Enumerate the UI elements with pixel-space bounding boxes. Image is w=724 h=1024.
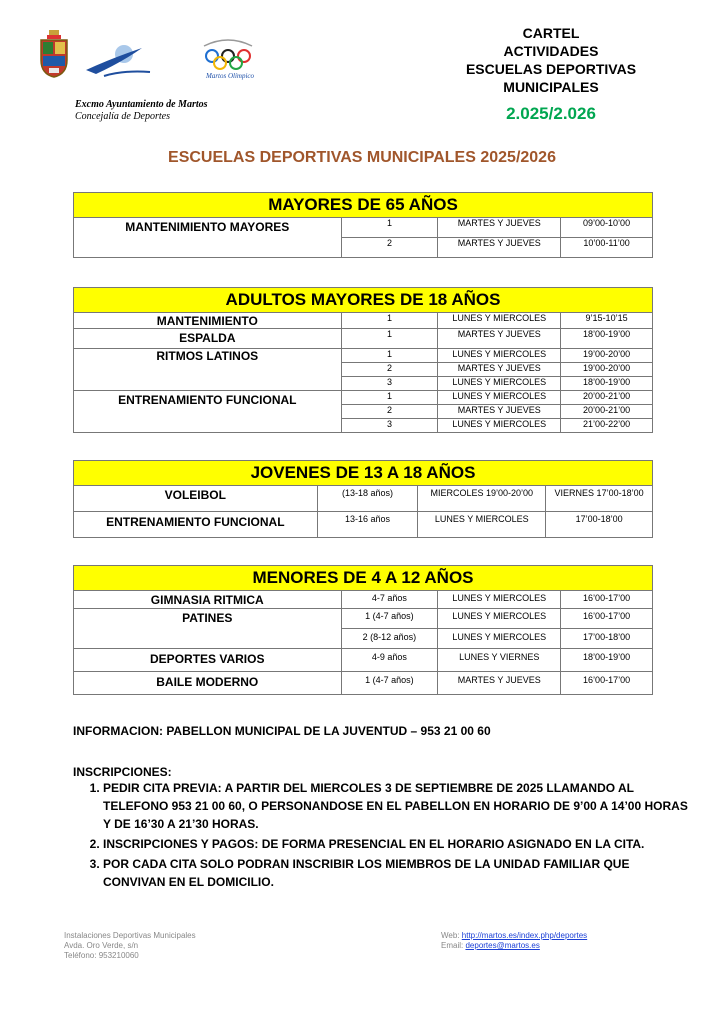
- group-cell: 3: [341, 419, 438, 433]
- olympic-logo-text: Martos Olímpico: [205, 72, 255, 80]
- age-cell: 1 (4-7 años): [341, 609, 438, 629]
- coat-of-arms-icon: [38, 30, 70, 78]
- activity-name: VOLEIBOL: [74, 486, 318, 512]
- days-cell: MARTES Y JUEVES: [438, 238, 561, 258]
- group-cell: 1: [341, 349, 438, 363]
- activity-name: ESPALDA: [74, 329, 342, 349]
- days-cell: LUNES Y MIERCOLES: [438, 629, 561, 649]
- footer-address: [64, 931, 196, 961]
- cartel-line: CARTEL: [522, 25, 580, 41]
- inscripciones-label: INSCRIPCIONES:: [73, 765, 172, 779]
- rule-item: 3. POR CADA CITA SOLO PODRAN INSCRIBIR LOS MIEMBROS DE LA UNIDAD FAMILIAR QUE CONVIVAN EN EL DOMICILIO.: [103, 855, 691, 891]
- days-cell: MARTES Y JUEVES: [438, 672, 561, 695]
- time-cell: 18’00-19’00: [561, 329, 653, 349]
- activity-name: PATINES: [74, 609, 342, 649]
- time-cell: 18’00-19’00: [561, 377, 653, 391]
- section-heading: MENORES DE 4 A 12 AÑOS: [74, 566, 653, 591]
- section-heading: MAYORES DE 65 AÑOS: [74, 193, 653, 218]
- age-cell: 1 (4-7 años): [341, 672, 438, 695]
- age-cell: 4-9 años: [341, 649, 438, 672]
- age-cell: 4-7 años: [341, 591, 438, 609]
- time-cell: 17’00-18’00: [561, 629, 653, 649]
- time-cell: 16’00-17’00: [561, 672, 653, 695]
- time-cell: 16’00-17’00: [561, 609, 653, 629]
- days-cell: LUNES Y MIERCOLES: [438, 419, 561, 433]
- days-cell: MARTES Y JUEVES: [438, 405, 561, 419]
- info-line: INFORMACION: PABELLON MUNICIPAL DE LA JUVENTUD – 953 21 00 60: [73, 724, 491, 738]
- age-cell: 2 (8-12 años): [341, 629, 438, 649]
- olympic-rings-logo-icon: [190, 38, 266, 88]
- time-cell: 19’00-20’00: [561, 349, 653, 363]
- age-cell: (13-18 años): [317, 486, 418, 512]
- cartel-line: MUNICIPALES: [503, 79, 599, 95]
- group-cell: 1: [341, 391, 438, 405]
- age-cell: 13-16 años: [317, 512, 418, 538]
- rules-list: [73, 779, 691, 893]
- footer-contact: [441, 931, 587, 951]
- group-cell: 1: [341, 218, 438, 238]
- table-jovenes: [73, 460, 653, 538]
- email-link[interactable]: deportes@martos.es: [465, 941, 540, 950]
- activity-name: RITMOS LATINOS: [74, 349, 342, 391]
- org-name: Excmo Ayuntamiento de Martos: [75, 99, 208, 110]
- time-cell: 9’15-10’15: [561, 313, 653, 329]
- web-link[interactable]: http://martos.es/index.php/deportes: [461, 931, 588, 940]
- activity-name: GIMNASIA RITMICA: [74, 591, 342, 609]
- web-label: Web:: [441, 931, 460, 940]
- time-cell: 09’00-10’00: [561, 218, 653, 238]
- time-cell: 17’00-18’00: [546, 512, 653, 538]
- activity-name: BAILE MODERNO: [74, 672, 342, 695]
- table-menores: [73, 565, 653, 695]
- rule-item: 2. INSCRIPCIONES Y PAGOS: DE FORMA PRESENCIAL EN EL HORARIO ASIGNADO EN LA CITA.: [103, 835, 691, 853]
- activity-name: ENTRENAMIENTO FUNCIONAL: [74, 391, 342, 433]
- days-cell: LUNES Y MIERCOLES: [438, 591, 561, 609]
- group-cell: 2: [341, 405, 438, 419]
- time-cell: 19’00-20’00: [561, 363, 653, 377]
- days-cell: LUNES Y VIERNES: [438, 649, 561, 672]
- season-label: 2.025/2.026: [506, 104, 596, 123]
- days-cell: LUNES Y MIERCOLES: [438, 391, 561, 405]
- footer-line: Teléfono: 953210060: [64, 951, 139, 960]
- bird-logo-icon: [84, 40, 152, 80]
- org-department: Concejalía de Deportes: [75, 111, 170, 122]
- group-cell: 1: [341, 313, 438, 329]
- page-title: ESCUELAS DEPORTIVAS MUNICIPALES 2025/2026: [168, 149, 556, 166]
- days-cell: LUNES Y MIERCOLES: [438, 377, 561, 391]
- days-cell: LUNES Y MIERCOLES: [438, 609, 561, 629]
- days-cell: MIERCOLES 19’00-20’00: [418, 486, 546, 512]
- days-cell: LUNES Y MIERCOLES: [438, 349, 561, 363]
- time-cell: 20’00-21’00: [561, 405, 653, 419]
- days-cell: MARTES Y JUEVES: [438, 363, 561, 377]
- footer-line: Avda. Oro Verde, s/n: [64, 941, 139, 950]
- days-cell: MARTES Y JUEVES: [438, 329, 561, 349]
- group-cell: 1: [341, 329, 438, 349]
- time-cell: 20’00-21’00: [561, 391, 653, 405]
- section-heading: JOVENES DE 13 A 18 AÑOS: [74, 461, 653, 486]
- cartel-line: ESCUELAS DEPORTIVAS: [465, 61, 637, 77]
- activity-name: MANTENIMIENTO: [74, 313, 342, 329]
- activity-name: DEPORTES VARIOS: [74, 649, 342, 672]
- time-cell: 10’00-11’00: [561, 238, 653, 258]
- days-cell: MARTES Y JUEVES: [438, 218, 561, 238]
- table-adultos: [73, 287, 653, 433]
- group-cell: 2: [341, 363, 438, 377]
- activity-name: ENTRENAMIENTO FUNCIONAL: [74, 512, 318, 538]
- days-cell: LUNES Y MIERCOLES: [418, 512, 546, 538]
- footer-line: Instalaciones Deportivas Municipales: [64, 931, 196, 940]
- rule-item: 1. PEDIR CITA PREVIA: A PARTIR DEL MIERCOLES 3 DE SEPTIEMBRE DE 2025 LLAMANDO AL TELEFONO 953 21 00 60, O PERSONANDOSE EN EL PABELLON EN HORARIO DE 9’00 A 14’00 HORAS Y DE 16’30 A 21’30 HORAS.: [103, 779, 691, 833]
- time-cell: VIERNES 17’00-18’00: [546, 486, 653, 512]
- activity-name: MANTENIMIENTO MAYORES: [74, 218, 342, 258]
- cartel-line: ACTIVIDADES: [503, 43, 599, 59]
- cartel-heading: [436, 24, 666, 96]
- group-cell: 3: [341, 377, 438, 391]
- section-heading: ADULTOS MAYORES DE 18 AÑOS: [74, 288, 653, 313]
- email-label: Email:: [441, 941, 464, 950]
- time-cell: 18’00-19’00: [561, 649, 653, 672]
- days-cell: LUNES Y MIERCOLES: [438, 313, 561, 329]
- time-cell: 16’00-17’00: [561, 591, 653, 609]
- time-cell: 21’00-22’00: [561, 419, 653, 433]
- group-cell: 2: [341, 238, 438, 258]
- table-mayores-65: [73, 192, 653, 258]
